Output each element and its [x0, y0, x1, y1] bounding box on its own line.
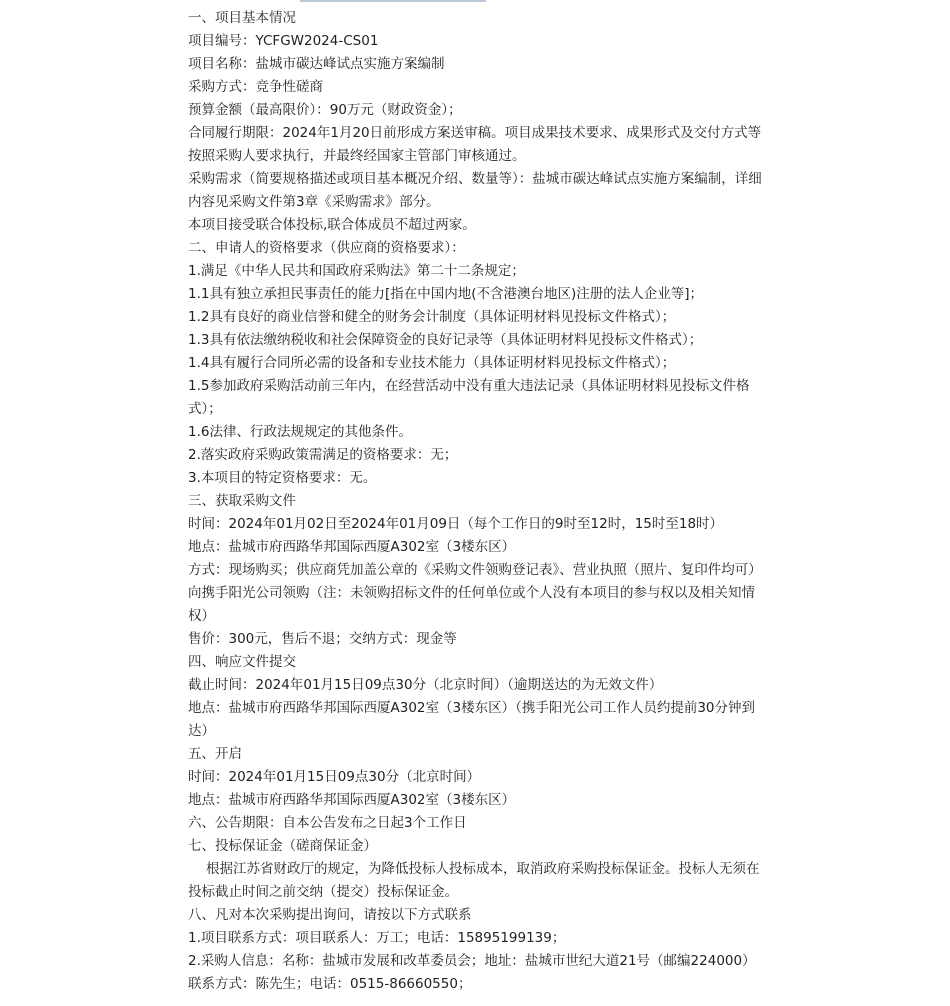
- doc-line: 五、开启: [188, 746, 242, 762]
- doc-line: 采购需求（简要规格描述或项目基本概况介绍、数量等）：盐城市碳达峰试点实施方案编制，详细内容见采购文件第3章《采购需求》部分。: [188, 171, 762, 210]
- doc-line: 预算金额（最高限价）：90万元（财政资金）；: [188, 102, 462, 118]
- doc-line: 方式：现场购买；供应商凭加盖公章的《采购文件领购登记表》、营业执照（照片、复印件均可）向携手阳光公司领购（注：未领购招标文件的任何单位或个人没有本项目的参与权以及相关知情权）: [188, 562, 762, 624]
- doc-line: 一、项目基本情况: [188, 10, 296, 26]
- doc-line: 八、凡对本次采购提出询问，请按以下方式联系: [188, 907, 472, 923]
- doc-line: 合同履行期限：2024年1月20日前形成方案送审稿。项目成果技术要求、成果形式及交付方式等按照采购人要求执行，并最终经国家主管部门审核通过。: [188, 125, 762, 164]
- doc-line: 1.6法律、行政法规规定的其他条件。: [188, 424, 412, 440]
- doc-line: 时间：2024年01月02日至2024年01月09日（每个工作日的9时至12时，15时至18时）: [188, 516, 724, 532]
- doc-line: 1.4具有履行合同所必需的设备和专业技术能力（具体证明材料见投标文件格式）；: [188, 355, 676, 371]
- doc-line: 七、投标保证金（磋商保证金）: [188, 838, 377, 854]
- doc-line: 本项目接受联合体投标,联合体成员不超过两家。: [188, 217, 476, 233]
- doc-line: 3.本项目的特定资格要求：无。: [188, 470, 377, 486]
- doc-line: 地点：盐城市府西路华邦国际西厦A302室（3楼东区）: [188, 539, 516, 555]
- doc-line: 时间：2024年01月15日09点30分（北京时间）: [188, 769, 481, 785]
- doc-line: 根据江苏省财政厅的规定，为降低投标人投标成本，取消政府采购投标保证金。投标人无须在投标截止时间之前交纳（提交）投标保证金。: [188, 861, 760, 900]
- doc-line: 六、公告期限：自本公告发布之日起3个工作日: [188, 815, 467, 831]
- doc-line: 1.5参加政府采购活动前三年内，在经营活动中没有重大违法记录（具体证明材料见投标文件格式）；: [188, 378, 750, 417]
- doc-line: 联系方式：陈先生；电话：0515-86660550；: [188, 976, 472, 992]
- doc-line: 1.项目联系方式：项目联系人：万工；电话：15895199139；: [188, 930, 566, 946]
- doc-line: 截止时间：2024年01月15日09点30分（北京时间）（逾期送达的为无效文件）: [188, 677, 663, 693]
- doc-line: 地点：盐城市府西路华邦国际西厦A302室（3楼东区）: [188, 792, 516, 808]
- doc-line: 二、申请人的资格要求（供应商的资格要求）：: [188, 240, 465, 256]
- doc-line: 2.采购人信息：名称：盐城市发展和改革委员会；地址：盐城市世纪大道21号（邮编224000）: [188, 953, 756, 969]
- doc-line: 采购方式：竞争性磋商: [188, 79, 323, 95]
- doc-line: 1.3具有依法缴纳税收和社会保障资金的良好记录等（具体证明材料见投标文件格式）；: [188, 332, 703, 348]
- top-scroll-indicator: [300, 0, 486, 2]
- doc-line: 1.1具有独立承担民事责任的能力[指在中国内地(不含港澳台地区)注册的法人企业等]；: [188, 286, 704, 302]
- doc-line: 1.满足《中华人民共和国政府采购法》第二十二条规定；: [188, 263, 525, 279]
- doc-line: 2.落实政府采购政策需满足的资格要求：无；: [188, 447, 458, 463]
- doc-line: 项目编号：YCFGW2024-CS01: [188, 33, 379, 49]
- doc-line: 四、响应文件提交: [188, 654, 296, 670]
- announcement-body: [188, 7, 766, 996]
- doc-line: 1.2具有良好的商业信誉和健全的财务会计制度（具体证明材料见投标文件格式）；: [188, 309, 676, 325]
- doc-line: 三、获取采购文件: [188, 493, 296, 509]
- doc-line: 售价：300元，售后不退；交纳方式：现金等: [188, 631, 457, 647]
- doc-line: 地点：盐城市府西路华邦国际西厦A302室（3楼东区）（携手阳光公司工作人员约提前30分钟到达）: [188, 700, 756, 739]
- doc-line: 项目名称：盐城市碳达峰试点实施方案编制: [188, 56, 445, 72]
